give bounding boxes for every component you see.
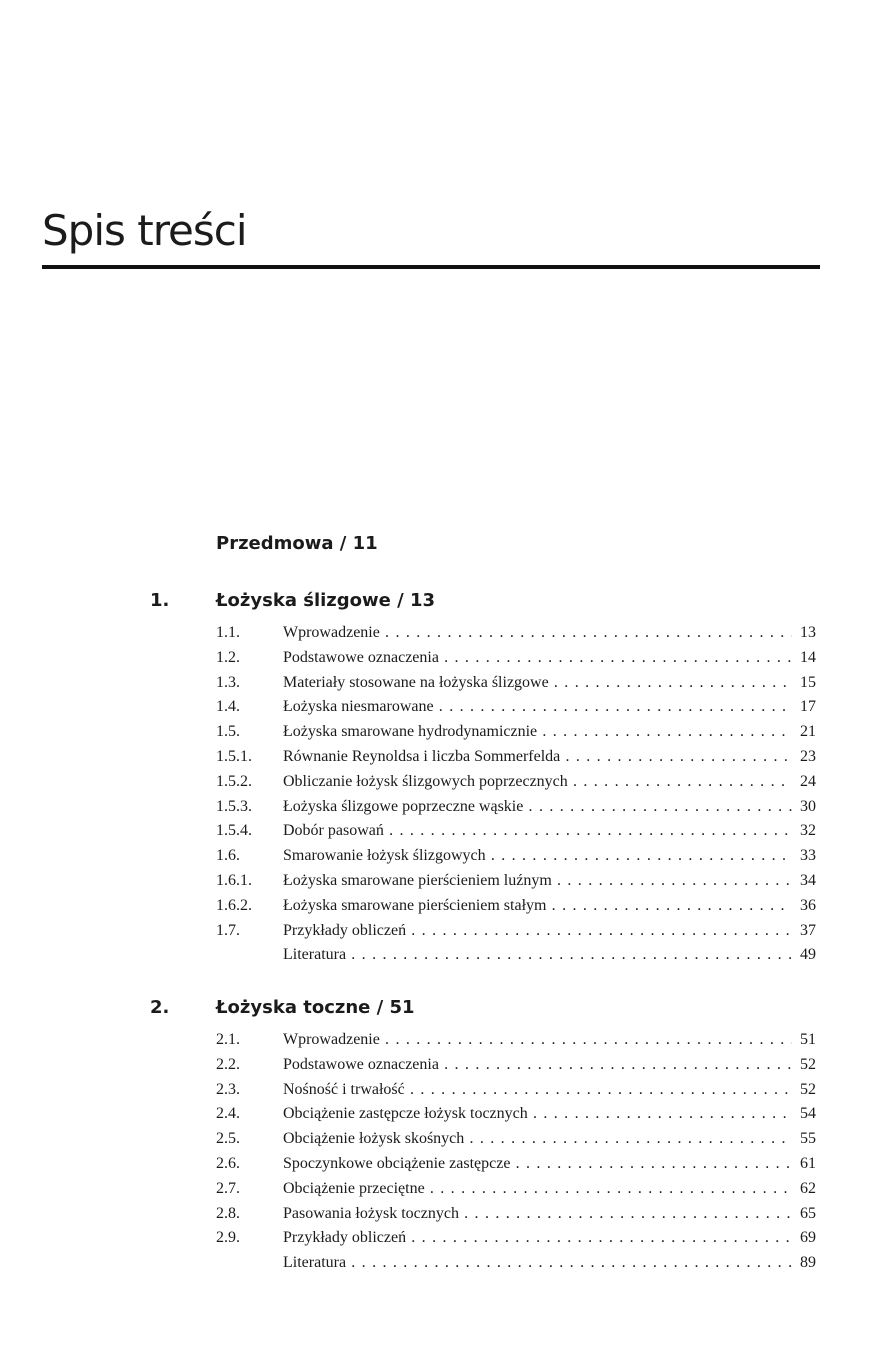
entry-page: 24 — [792, 770, 816, 795]
entry-title: Łożyska smarowane pierścieniem luźnym . . . — [283, 869, 793, 894]
chapter-heading — [0, 999, 878, 1024]
entry-number: 1.6.2. — [216, 896, 252, 914]
entry-page: 30 — [792, 795, 816, 820]
entry-title: Pasowania łożysk tocznych . . . — [283, 1202, 793, 1227]
entry-number: 1.3. — [216, 673, 240, 691]
page-title: Spis treści — [42, 206, 247, 256]
entry-number: 2.6. — [216, 1154, 240, 1172]
entry-page: 55 — [792, 1127, 816, 1152]
toc-entry — [0, 770, 878, 795]
entry-number: 1.6. — [216, 847, 240, 865]
entry-number: 2.4. — [216, 1105, 240, 1123]
entry-title: Literatura . . . — [283, 1251, 793, 1276]
entry-page: 52 — [792, 1078, 816, 1103]
entry-number: 1.5.2. — [216, 772, 252, 790]
entry-number: 1.5.4. — [216, 822, 252, 840]
preface-entry: Przedmowa / 11 — [216, 533, 378, 554]
toc-entry — [0, 1177, 878, 1202]
entry-page: 17 — [792, 695, 816, 720]
entry-page: 51 — [792, 1028, 816, 1053]
entry-title: Podstawowe oznaczenia . . . — [283, 1053, 793, 1078]
entry-number: 2.3. — [216, 1080, 240, 1098]
entry-title: Obciążenie łożysk skośnych . . . — [283, 1127, 793, 1152]
toc-entry — [0, 1078, 878, 1103]
entry-page: 52 — [792, 1053, 816, 1078]
toc-entry — [0, 621, 878, 646]
entry-number: 1.4. — [216, 698, 240, 716]
entry-number: 2.9. — [216, 1229, 240, 1247]
toc-entry-bibliography — [0, 943, 878, 968]
entry-number: 1.5.3. — [216, 797, 252, 815]
toc-entry — [0, 819, 878, 844]
entry-number: 1.5.1. — [216, 747, 252, 765]
entry-number: 2.2. — [216, 1055, 240, 1073]
entry-number: 1.2. — [216, 648, 240, 666]
toc-entry — [0, 1152, 878, 1177]
entry-title: Smarowanie łożysk ślizgowych . . . — [283, 844, 793, 869]
toc-entry — [0, 671, 878, 696]
entry-title: Wprowadzenie . . . — [283, 621, 793, 646]
toc-entry — [0, 869, 878, 894]
entry-page: 15 — [792, 671, 816, 696]
toc-entry — [0, 1127, 878, 1152]
entry-title: Nośność i trwałość . . . — [283, 1078, 793, 1103]
entry-page: 34 — [792, 869, 816, 894]
entry-page: 89 — [792, 1251, 816, 1276]
entry-page: 49 — [792, 943, 816, 968]
toc-entry — [0, 1202, 878, 1227]
entry-page: 32 — [792, 819, 816, 844]
toc-entry — [0, 745, 878, 770]
toc-entry — [0, 695, 878, 720]
chapter-entries — [0, 1028, 878, 1276]
toc-entry — [0, 795, 878, 820]
toc-entry — [0, 720, 878, 745]
entry-page: 54 — [792, 1102, 816, 1127]
entry-number: 1.1. — [216, 624, 240, 641]
toc-entry — [0, 1102, 878, 1127]
entry-page: 33 — [792, 844, 816, 869]
entry-title: Dobór pasowań . . . — [283, 819, 793, 844]
chapter-number: 2. — [150, 997, 170, 1018]
entry-number: 2.5. — [216, 1130, 240, 1148]
chapter-title: Łożyska toczne / 51 — [216, 997, 415, 1018]
entry-title: Obciążenie zastępcze łożysk tocznych . . . — [283, 1102, 793, 1127]
entry-title: Materiały stosowane na łożyska ślizgowe . . . — [283, 671, 793, 696]
entry-page: 23 — [792, 745, 816, 770]
entry-number: 1.6.1. — [216, 871, 252, 889]
entry-page: 65 — [792, 1202, 816, 1227]
entry-title: Spoczynkowe obciążenie zastępcze . . . — [283, 1152, 793, 1177]
chapter-entries — [0, 621, 878, 968]
entry-title: Podstawowe oznaczenia . . . — [283, 646, 793, 671]
entry-page: 62 — [792, 1177, 816, 1202]
toc-entry — [0, 1226, 878, 1251]
entry-page: 36 — [792, 894, 816, 919]
chapter-2 — [0, 999, 878, 1276]
toc-entry — [0, 894, 878, 919]
entry-title: Łożyska smarowane pierścieniem stałym . . . — [283, 894, 793, 919]
entry-title: Obciążenie przeciętne . . . — [283, 1177, 793, 1202]
entry-title: Przykłady obliczeń . . . — [283, 1226, 793, 1251]
entry-number: 1.7. — [216, 921, 240, 939]
toc-entry-bibliography — [0, 1251, 878, 1276]
entry-page: 14 — [792, 646, 816, 671]
entry-number: 2.8. — [216, 1204, 240, 1222]
entry-number: 2.1. — [216, 1031, 240, 1048]
chapter-heading — [0, 592, 878, 617]
entry-page: 21 — [792, 720, 816, 745]
chapter-1 — [0, 592, 878, 968]
entry-title: Łożyska niesmarowane . . . — [283, 695, 793, 720]
toc-entry — [0, 646, 878, 671]
entry-page: 13 — [792, 621, 816, 646]
entry-title: Łożyska ślizgowe poprzeczne wąskie . . . — [283, 795, 793, 820]
toc-entry — [0, 1053, 878, 1078]
entry-title: Obliczanie łożysk ślizgowych poprzecznych . . . — [283, 770, 793, 795]
toc-entry — [0, 1028, 878, 1053]
entry-title: Literatura . . . — [283, 943, 793, 968]
entry-title: Przykłady obliczeń . . . — [283, 919, 793, 944]
entry-page: 37 — [792, 919, 816, 944]
title-rule — [42, 265, 820, 269]
entry-title: Równanie Reynoldsa i liczba Sommerfelda . . . — [283, 745, 793, 770]
chapter-title: Łożyska ślizgowe / 13 — [216, 590, 436, 611]
chapter-number: 1. — [150, 590, 170, 611]
entry-number: 1.5. — [216, 723, 240, 741]
entry-title: Łożyska smarowane hydrodynamicznie . . . — [283, 720, 793, 745]
entry-number: 2.7. — [216, 1179, 240, 1197]
entry-title: Wprowadzenie . . . — [283, 1028, 793, 1053]
entry-page: 69 — [792, 1226, 816, 1251]
toc-entry — [0, 844, 878, 869]
toc-entry — [0, 919, 878, 944]
entry-page: 61 — [792, 1152, 816, 1177]
